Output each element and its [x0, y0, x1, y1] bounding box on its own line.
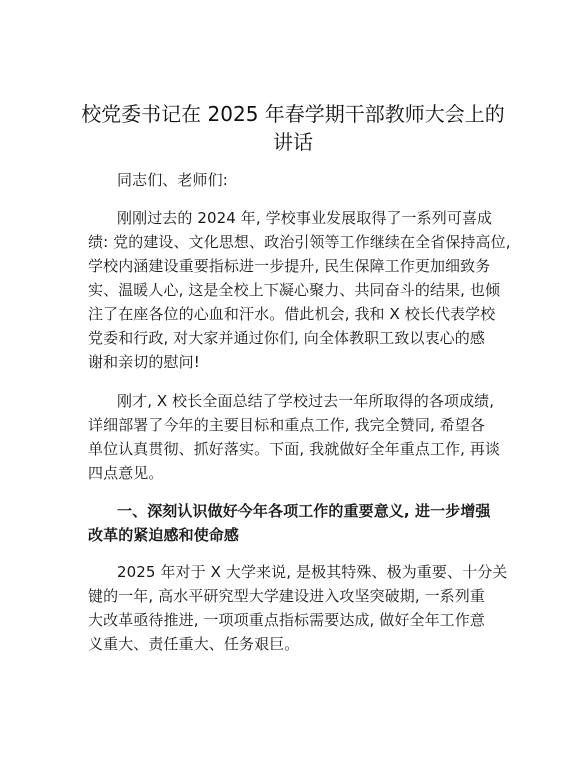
- paragraph-3-line: 键的一年, 高水平研究型大学建设进入攻坚突破期, 一系列重: [88, 587, 485, 605]
- paragraph-1: [88, 206, 511, 374]
- paragraph-1-line: 实、温暖人心, 这是全校上下凝心聚力、共同奋斗的结果, 也倾: [88, 281, 501, 299]
- paragraph-1-line: 学校内涵建设重要指标进一步提升, 民生保障工作更加细致务: [88, 257, 491, 275]
- paragraph-3-line: 大改革亟待推进, 一项项重点指标需要达成, 做好全年工作意: [88, 611, 485, 629]
- paragraph-1-line: 注了在座各位的心血和汗水。借此机会, 我和 X 校长代表学校: [88, 305, 496, 323]
- page-title: [80, 100, 506, 156]
- paragraph-3-line: 2025 年对于 X 大学来说, 是极其特殊、极为重要、十分关: [117, 563, 508, 581]
- document-body: [88, 168, 511, 656]
- paragraph-2-line: 刚才, X 校长全面总结了学校过去一年所取得的各项成绩,: [117, 392, 495, 410]
- section-heading-line: 一、深刻认识做好今年各项工作的重要意义, 进一步增强: [117, 502, 491, 520]
- title-line-1: 校党委书记在 2025 年春学期干部教师大会上的: [81, 102, 505, 126]
- section-heading-line: 改革的紧迫感和使命感: [88, 526, 240, 544]
- title-line-2: 讲话: [273, 130, 313, 154]
- paragraph-2: [88, 389, 500, 485]
- greeting-text: 同志们、老师们:: [117, 171, 228, 189]
- paragraph-1-line: 谢和亲切的慰问!: [88, 353, 200, 371]
- paragraph-1-line: 绩: 党的建设、文化思想、政治引领等工作继续在全省保持高位,: [88, 233, 511, 251]
- paragraph-1-line: 刚刚过去的 2024 年, 学校事业发展取得了一系列可喜成: [117, 209, 493, 227]
- greeting: [88, 168, 500, 192]
- paragraph-2-line: 四点意见。: [88, 464, 164, 482]
- paragraph-3-line: 义重大、责任重大、任务艰巨。: [88, 635, 300, 653]
- paragraph-1-line: 党委和行政, 对大家并通过你们, 向全体教职工致以衷心的感: [88, 329, 485, 347]
- paragraph-2-line: 详细部署了今年的主要目标和重点工作, 我完全赞同, 希望各: [88, 416, 485, 434]
- section-heading: [88, 499, 500, 547]
- paragraph-2-line: 单位认真贯彻、抓好落实。下面, 我就做好全年重点工作, 再谈: [88, 440, 501, 458]
- paragraph-3: [88, 560, 508, 656]
